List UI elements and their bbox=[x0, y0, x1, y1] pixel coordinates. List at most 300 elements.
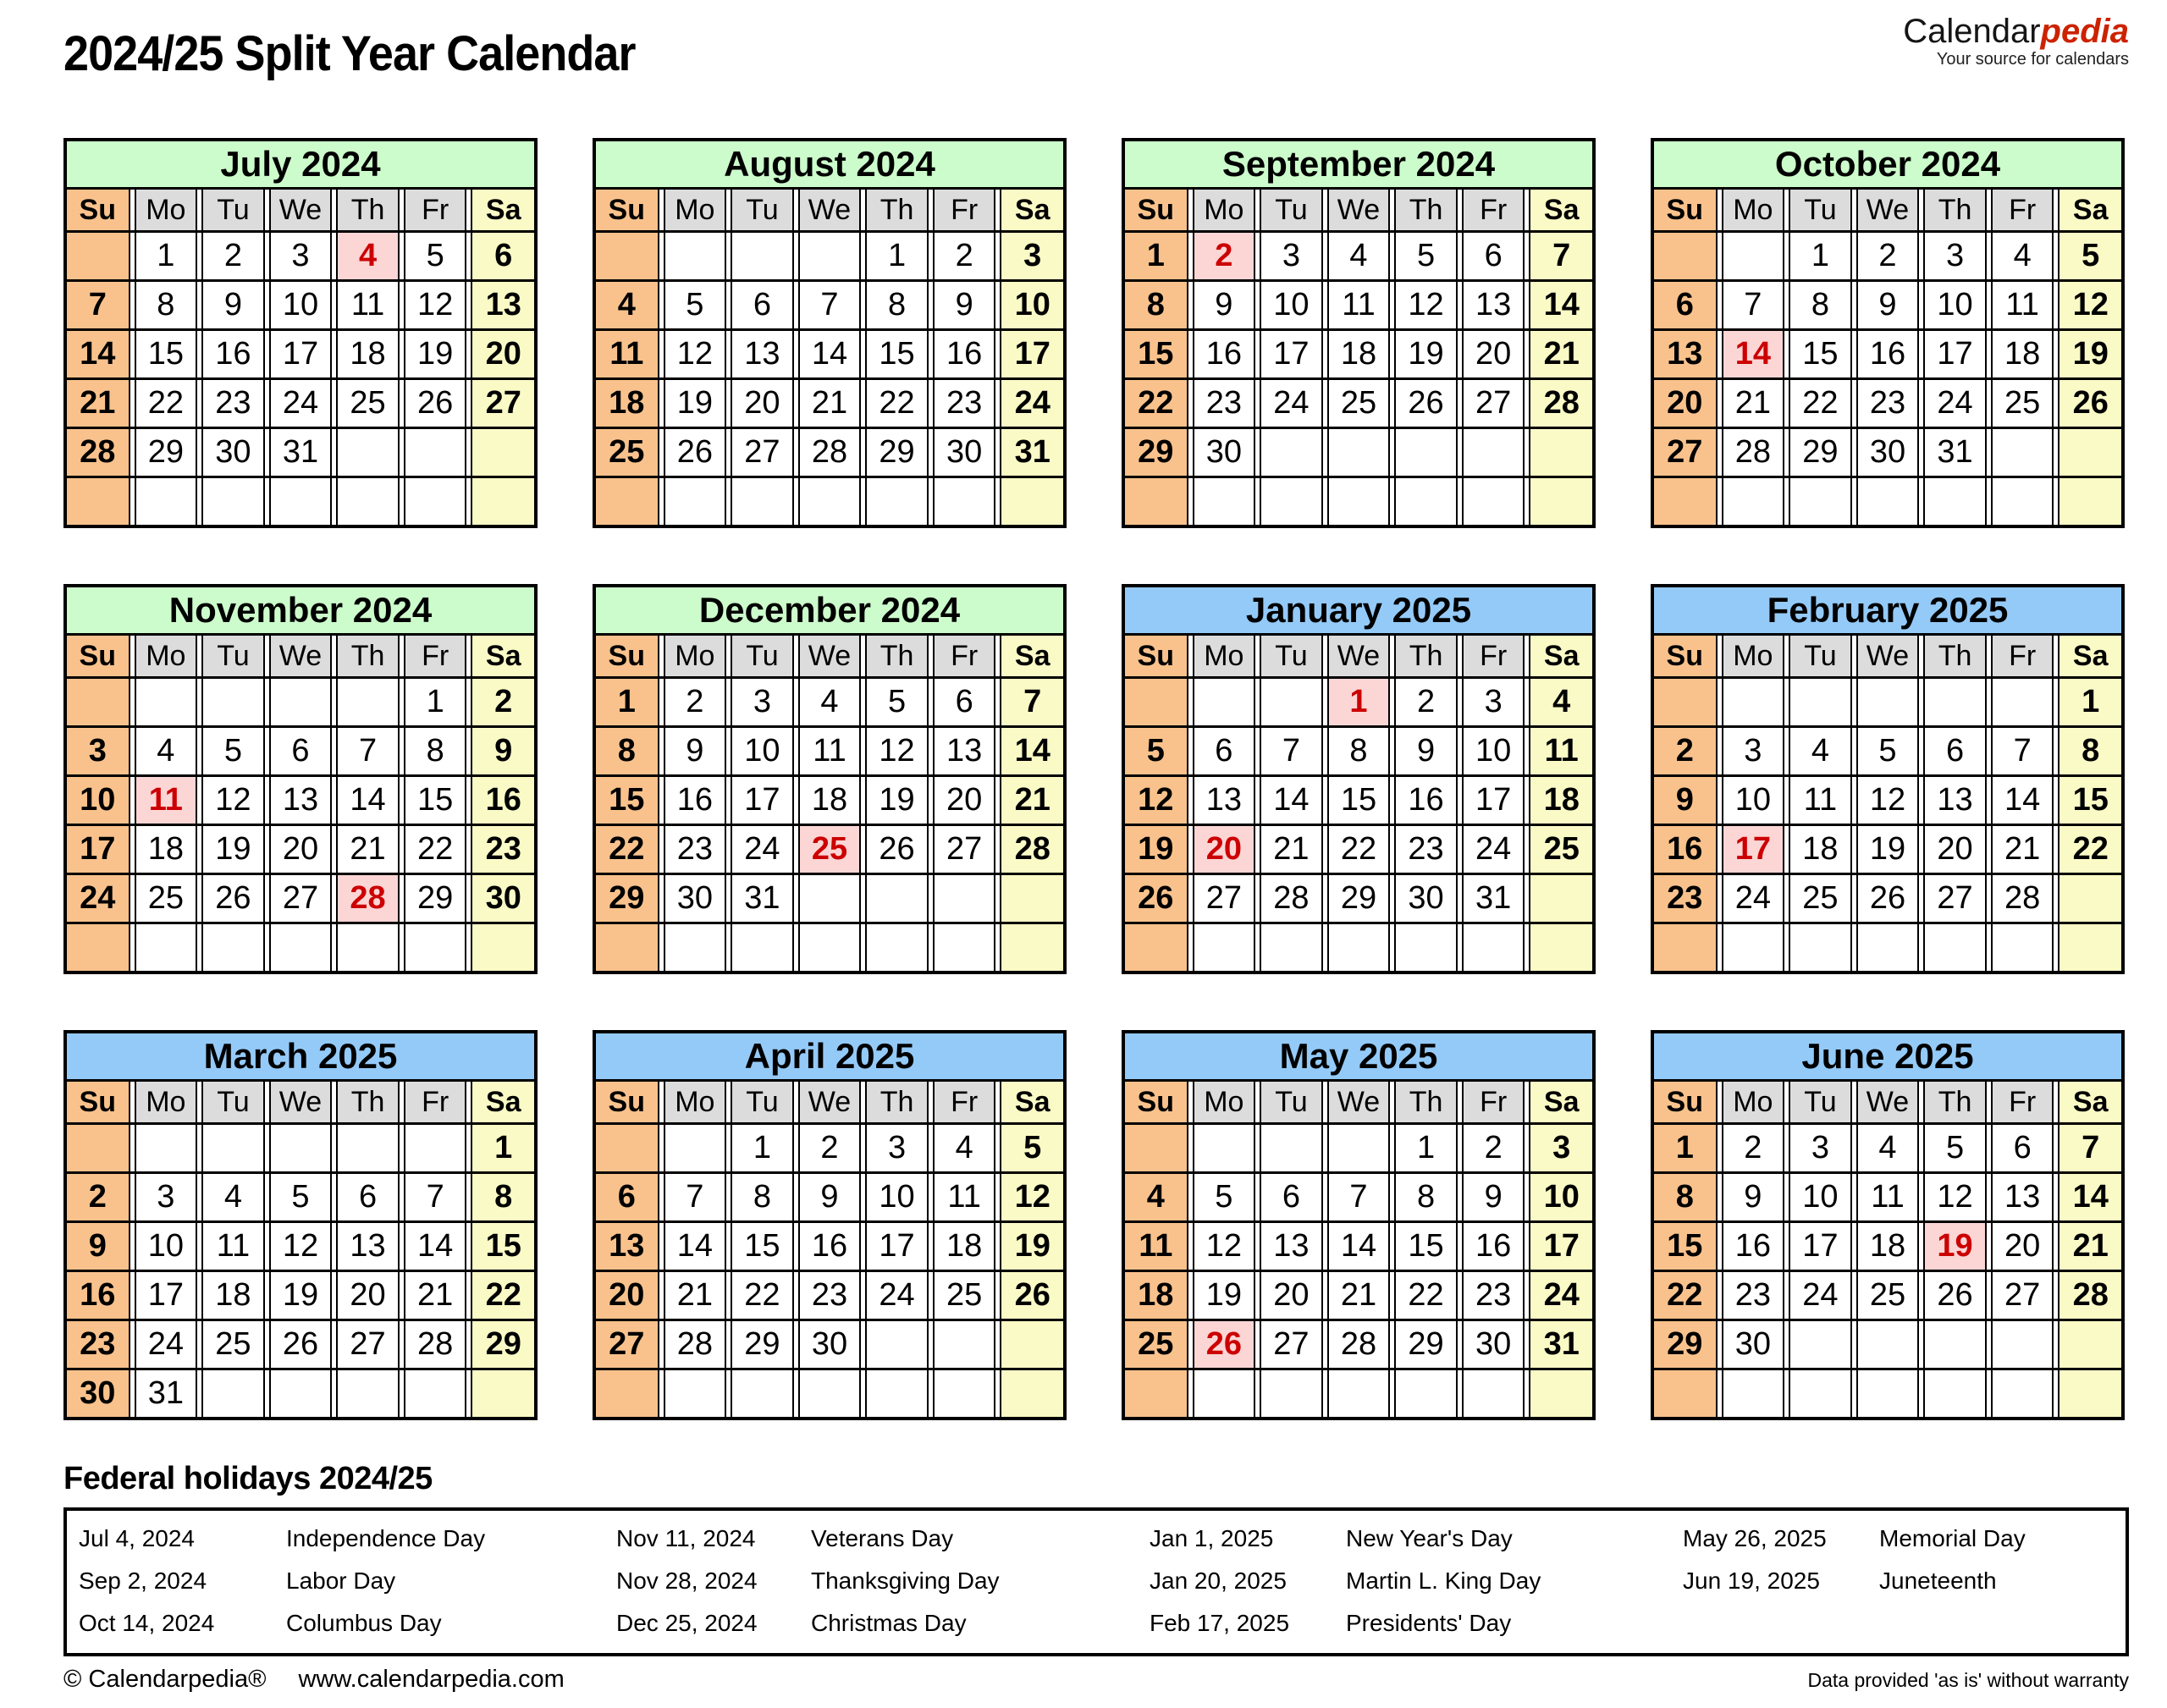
date-cell: 13 bbox=[269, 777, 333, 824]
date-cell: 27 bbox=[1991, 1272, 2054, 1319]
week-row bbox=[596, 826, 1063, 875]
day-header-cell: Sa bbox=[1000, 636, 1063, 676]
date-cell: 12 bbox=[201, 777, 265, 824]
day-header-cell: Sa bbox=[471, 190, 534, 230]
date-cell: 22 bbox=[2058, 826, 2121, 873]
day-header-cell: Tu bbox=[1789, 1082, 1852, 1122]
date-cell: 11 bbox=[933, 1174, 996, 1220]
date-cell: 2 bbox=[1722, 1125, 1785, 1171]
empty-cell bbox=[135, 478, 198, 525]
date-cell: 18 bbox=[135, 826, 198, 873]
day-header-cell: Fr bbox=[1991, 1082, 2054, 1122]
date-cell: 23 bbox=[471, 826, 534, 873]
date-cell: 21 bbox=[2058, 1223, 2121, 1270]
empty-cell bbox=[1260, 478, 1323, 525]
month-march-2025 bbox=[63, 1030, 538, 1420]
holiday-date: Oct 14, 2024 bbox=[79, 1610, 215, 1636]
empty-cell bbox=[201, 478, 265, 525]
date-cell: 16 bbox=[1394, 777, 1458, 824]
date-cell: 31 bbox=[731, 875, 794, 922]
date-cell: 16 bbox=[471, 777, 534, 824]
empty-cell bbox=[1856, 1321, 1920, 1368]
day-header-cell: Th bbox=[1394, 190, 1458, 230]
empty-cell bbox=[336, 429, 400, 476]
date-cell: 24 bbox=[1260, 380, 1323, 427]
date-cell: 1 bbox=[404, 679, 467, 725]
date-cell: 29 bbox=[596, 875, 659, 922]
date-cell: 4 bbox=[201, 1174, 265, 1220]
holiday-date: Feb 17, 2025 bbox=[1150, 1610, 1290, 1636]
date-cell: 6 bbox=[471, 233, 534, 279]
date-cell: 19 bbox=[664, 380, 727, 427]
date-cell: 27 bbox=[336, 1321, 400, 1368]
date-cell: 16 bbox=[1856, 331, 1920, 377]
date-cell: 14 bbox=[1327, 1223, 1391, 1270]
date-cell: 3 bbox=[1722, 728, 1785, 774]
empty-cell bbox=[2058, 1321, 2121, 1368]
week-row bbox=[1125, 728, 1592, 777]
empty-cell bbox=[1000, 924, 1063, 971]
day-header-cell: Sa bbox=[1529, 1082, 1592, 1122]
date-cell: 22 bbox=[596, 826, 659, 873]
date-cell: 16 bbox=[664, 777, 727, 824]
day-header-cell: We bbox=[1327, 636, 1391, 676]
week-row bbox=[596, 1370, 1063, 1417]
holiday-date-cell: 19 bbox=[1923, 1223, 1987, 1270]
empty-cell bbox=[1722, 679, 1785, 725]
date-cell: 29 bbox=[135, 429, 198, 476]
empty-cell bbox=[1394, 429, 1458, 476]
week-row bbox=[596, 875, 1063, 924]
month-may-2025 bbox=[1122, 1030, 1596, 1420]
empty-cell bbox=[1000, 875, 1063, 922]
week-row bbox=[596, 331, 1063, 380]
date-cell: 7 bbox=[1327, 1174, 1391, 1220]
date-cell: 30 bbox=[471, 875, 534, 922]
week-row bbox=[1654, 1370, 2121, 1417]
week-row bbox=[1654, 1125, 2121, 1174]
date-cell: 13 bbox=[933, 728, 996, 774]
week-row bbox=[596, 233, 1063, 282]
week-row bbox=[67, 429, 534, 478]
date-cell: 30 bbox=[933, 429, 996, 476]
empty-cell bbox=[664, 233, 727, 279]
date-cell: 18 bbox=[1327, 331, 1391, 377]
date-cell: 30 bbox=[201, 429, 265, 476]
date-cell: 16 bbox=[1722, 1223, 1785, 1270]
date-cell: 1 bbox=[2058, 679, 2121, 725]
week-row bbox=[596, 1321, 1063, 1370]
date-cell: 14 bbox=[336, 777, 400, 824]
empty-cell bbox=[201, 1370, 265, 1417]
day-header-row bbox=[1654, 636, 2121, 679]
month-august-2024 bbox=[593, 138, 1067, 528]
empty-cell bbox=[1856, 478, 1920, 525]
date-cell: 21 bbox=[336, 826, 400, 873]
empty-cell bbox=[1789, 679, 1852, 725]
date-cell: 5 bbox=[865, 679, 929, 725]
date-cell: 18 bbox=[1789, 826, 1852, 873]
date-cell: 29 bbox=[1125, 429, 1188, 476]
holiday-row bbox=[67, 1602, 2126, 1645]
date-cell: 1 bbox=[1125, 233, 1188, 279]
date-cell: 20 bbox=[1654, 380, 1718, 427]
date-cell: 10 bbox=[1000, 282, 1063, 328]
day-header-cell: Mo bbox=[1722, 190, 1785, 230]
week-row bbox=[596, 429, 1063, 478]
date-cell: 31 bbox=[1000, 429, 1063, 476]
day-header-row bbox=[1654, 190, 2121, 233]
date-cell: 21 bbox=[404, 1272, 467, 1319]
empty-cell bbox=[1856, 924, 1920, 971]
brand-part-pedia: pedia bbox=[2040, 13, 2129, 50]
empty-cell bbox=[865, 924, 929, 971]
day-header-cell: Th bbox=[1394, 1082, 1458, 1122]
date-cell: 22 bbox=[404, 826, 467, 873]
date-cell: 10 bbox=[269, 282, 333, 328]
date-cell: 20 bbox=[933, 777, 996, 824]
holiday-name: Juneteenth bbox=[1879, 1568, 1997, 1594]
empty-cell bbox=[201, 1125, 265, 1171]
date-cell: 30 bbox=[1856, 429, 1920, 476]
month-january-2025 bbox=[1122, 584, 1596, 974]
date-cell: 21 bbox=[1260, 826, 1323, 873]
empty-cell bbox=[798, 233, 862, 279]
date-cell: 8 bbox=[471, 1174, 534, 1220]
date-cell: 30 bbox=[1394, 875, 1458, 922]
day-header-cell: Sa bbox=[2058, 190, 2121, 230]
date-cell: 8 bbox=[135, 282, 198, 328]
date-cell: 29 bbox=[1327, 875, 1391, 922]
day-header-row bbox=[1125, 636, 1592, 679]
day-header-row bbox=[1125, 1082, 1592, 1125]
date-cell: 26 bbox=[1923, 1272, 1987, 1319]
month-september-2024 bbox=[1122, 138, 1596, 528]
day-header-cell: Sa bbox=[1000, 190, 1063, 230]
date-cell: 16 bbox=[798, 1223, 862, 1270]
day-header-cell: We bbox=[798, 1082, 862, 1122]
holiday-name: Presidents' Day bbox=[1346, 1610, 1512, 1636]
empty-cell bbox=[1923, 679, 1987, 725]
day-header-row bbox=[67, 1082, 534, 1125]
date-cell: 18 bbox=[1856, 1223, 1920, 1270]
date-cell: 13 bbox=[1193, 777, 1256, 824]
date-cell: 27 bbox=[1923, 875, 1987, 922]
empty-cell bbox=[1193, 1370, 1256, 1417]
date-cell: 1 bbox=[135, 233, 198, 279]
date-cell: 4 bbox=[1789, 728, 1852, 774]
date-cell: 10 bbox=[1260, 282, 1323, 328]
date-cell: 21 bbox=[67, 380, 130, 427]
holiday-date: Jul 4, 2024 bbox=[79, 1525, 195, 1551]
date-cell: 28 bbox=[798, 429, 862, 476]
empty-cell bbox=[1193, 1125, 1256, 1171]
date-cell: 20 bbox=[1260, 1272, 1323, 1319]
date-cell: 4 bbox=[1125, 1174, 1188, 1220]
federal-holidays-section bbox=[63, 1461, 2129, 1656]
holiday-name: Veterans Day bbox=[811, 1525, 954, 1551]
date-cell: 9 bbox=[1462, 1174, 1525, 1220]
date-cell: 11 bbox=[1125, 1223, 1188, 1270]
date-cell: 24 bbox=[731, 826, 794, 873]
holiday-name: Independence Day bbox=[286, 1525, 486, 1551]
date-cell: 5 bbox=[269, 1174, 333, 1220]
week-row bbox=[1654, 728, 2121, 777]
empty-cell bbox=[1722, 1370, 1785, 1417]
date-cell: 6 bbox=[1260, 1174, 1323, 1220]
day-header-cell: We bbox=[1327, 190, 1391, 230]
date-cell: 3 bbox=[1923, 233, 1987, 279]
holiday-date: Jun 19, 2025 bbox=[1683, 1568, 1820, 1594]
date-cell: 23 bbox=[1856, 380, 1920, 427]
day-header-cell: Su bbox=[596, 190, 659, 230]
week-row bbox=[1125, 331, 1592, 380]
date-cell: 23 bbox=[664, 826, 727, 873]
week-row bbox=[596, 1174, 1063, 1223]
empty-cell bbox=[1789, 478, 1852, 525]
date-cell: 21 bbox=[664, 1272, 727, 1319]
date-cell: 21 bbox=[1000, 777, 1063, 824]
day-header-cell: Mo bbox=[1193, 1082, 1256, 1122]
date-cell: 24 bbox=[135, 1321, 198, 1368]
day-header-cell: Mo bbox=[135, 190, 198, 230]
date-cell: 7 bbox=[67, 282, 130, 328]
empty-cell bbox=[798, 1370, 862, 1417]
date-cell: 1 bbox=[1789, 233, 1852, 279]
holiday-date: Sep 2, 2024 bbox=[79, 1568, 207, 1594]
date-cell: 14 bbox=[1000, 728, 1063, 774]
week-row bbox=[1125, 1125, 1592, 1174]
date-cell: 13 bbox=[1462, 282, 1525, 328]
holiday-name: Memorial Day bbox=[1879, 1525, 2026, 1551]
month-title: September 2024 bbox=[1125, 141, 1592, 190]
day-header-cell: We bbox=[1856, 1082, 1920, 1122]
week-row bbox=[596, 924, 1063, 971]
date-cell: 3 bbox=[1000, 233, 1063, 279]
date-cell: 30 bbox=[664, 875, 727, 922]
empty-cell bbox=[1000, 1370, 1063, 1417]
date-cell: 24 bbox=[269, 380, 333, 427]
day-header-cell: We bbox=[798, 190, 862, 230]
day-header-cell: Su bbox=[596, 1082, 659, 1122]
date-cell: 3 bbox=[1529, 1125, 1592, 1171]
date-cell: 17 bbox=[135, 1272, 198, 1319]
date-cell: 14 bbox=[67, 331, 130, 377]
week-row bbox=[1125, 1223, 1592, 1272]
holiday-date: Dec 25, 2024 bbox=[616, 1610, 758, 1636]
date-cell: 4 bbox=[1529, 679, 1592, 725]
week-row bbox=[596, 728, 1063, 777]
day-header-cell: Su bbox=[596, 636, 659, 676]
empty-cell bbox=[1789, 924, 1852, 971]
date-cell: 25 bbox=[933, 1272, 996, 1319]
date-cell: 4 bbox=[1991, 233, 2054, 279]
date-cell: 14 bbox=[1529, 282, 1592, 328]
empty-cell bbox=[933, 1321, 996, 1368]
empty-cell bbox=[1193, 924, 1256, 971]
date-cell: 13 bbox=[1991, 1174, 2054, 1220]
date-cell: 16 bbox=[933, 331, 996, 377]
day-header-cell: We bbox=[269, 636, 333, 676]
empty-cell bbox=[269, 478, 333, 525]
date-cell: 20 bbox=[1462, 331, 1525, 377]
empty-cell bbox=[1991, 679, 2054, 725]
empty-cell bbox=[1529, 1370, 1592, 1417]
date-cell: 5 bbox=[1923, 1125, 1987, 1171]
day-header-cell: Sa bbox=[2058, 1082, 2121, 1122]
day-header-cell: Th bbox=[336, 1082, 400, 1122]
week-row bbox=[67, 826, 534, 875]
date-cell: 1 bbox=[1654, 1125, 1718, 1171]
day-header-cell: We bbox=[798, 636, 862, 676]
empty-cell bbox=[67, 924, 130, 971]
day-header-cell: Th bbox=[865, 636, 929, 676]
date-cell: 18 bbox=[933, 1223, 996, 1270]
date-cell: 5 bbox=[664, 282, 727, 328]
holiday-date: Jan 20, 2025 bbox=[1150, 1568, 1287, 1594]
week-row bbox=[1125, 233, 1592, 282]
week-row bbox=[1654, 331, 2121, 380]
holiday-date: May 26, 2025 bbox=[1683, 1525, 1827, 1551]
week-row bbox=[1654, 679, 2121, 728]
day-header-cell: We bbox=[1856, 190, 1920, 230]
date-cell: 8 bbox=[731, 1174, 794, 1220]
date-cell: 14 bbox=[798, 331, 862, 377]
date-cell: 30 bbox=[798, 1321, 862, 1368]
date-cell: 5 bbox=[1193, 1174, 1256, 1220]
week-row bbox=[67, 924, 534, 971]
day-header-cell: We bbox=[1327, 1082, 1391, 1122]
date-cell: 19 bbox=[1125, 826, 1188, 873]
holiday-date-cell: 4 bbox=[336, 233, 400, 279]
week-row bbox=[1654, 478, 2121, 525]
month-title: March 2025 bbox=[67, 1033, 534, 1082]
empty-cell bbox=[798, 924, 862, 971]
empty-cell bbox=[865, 875, 929, 922]
date-cell: 18 bbox=[798, 777, 862, 824]
date-cell: 12 bbox=[865, 728, 929, 774]
empty-cell bbox=[1923, 478, 1987, 525]
date-cell: 1 bbox=[471, 1125, 534, 1171]
week-row bbox=[1654, 1174, 2121, 1223]
date-cell: 3 bbox=[1462, 679, 1525, 725]
footer-left bbox=[63, 1666, 565, 1694]
holiday-name: Christmas Day bbox=[811, 1610, 967, 1636]
date-cell: 19 bbox=[1394, 331, 1458, 377]
date-cell: 7 bbox=[1000, 679, 1063, 725]
empty-cell bbox=[731, 924, 794, 971]
date-cell: 15 bbox=[1327, 777, 1391, 824]
date-cell: 9 bbox=[471, 728, 534, 774]
date-cell: 9 bbox=[1394, 728, 1458, 774]
empty-cell bbox=[1923, 924, 1987, 971]
empty-cell bbox=[2058, 478, 2121, 525]
month-february-2025 bbox=[1651, 584, 2125, 974]
empty-cell bbox=[471, 429, 534, 476]
day-header-cell: Su bbox=[1654, 1082, 1718, 1122]
day-header-cell: Fr bbox=[1462, 190, 1525, 230]
date-cell: 31 bbox=[135, 1370, 198, 1417]
day-header-cell: Su bbox=[1125, 1082, 1188, 1122]
week-row bbox=[1125, 282, 1592, 331]
empty-cell bbox=[1856, 679, 1920, 725]
date-cell: 26 bbox=[1856, 875, 1920, 922]
month-title: May 2025 bbox=[1125, 1033, 1592, 1082]
date-cell: 14 bbox=[1260, 777, 1323, 824]
date-cell: 29 bbox=[865, 429, 929, 476]
date-cell: 12 bbox=[269, 1223, 333, 1270]
empty-cell bbox=[596, 478, 659, 525]
brand-part-calendar: Calendar bbox=[1903, 13, 2041, 50]
date-cell: 5 bbox=[1394, 233, 1458, 279]
empty-cell bbox=[1654, 1370, 1718, 1417]
empty-cell bbox=[471, 1370, 534, 1417]
date-cell: 21 bbox=[1991, 826, 2054, 873]
date-cell: 20 bbox=[596, 1272, 659, 1319]
empty-cell bbox=[1000, 1321, 1063, 1368]
day-header-cell: Su bbox=[1654, 636, 1718, 676]
date-cell: 4 bbox=[1327, 233, 1391, 279]
date-cell: 12 bbox=[2058, 282, 2121, 328]
week-row bbox=[1125, 826, 1592, 875]
date-cell: 9 bbox=[1654, 777, 1718, 824]
day-header-cell: Tu bbox=[1260, 1082, 1323, 1122]
holiday-date: Jan 1, 2025 bbox=[1150, 1525, 1274, 1551]
date-cell: 28 bbox=[67, 429, 130, 476]
date-cell: 25 bbox=[201, 1321, 265, 1368]
date-cell: 17 bbox=[865, 1223, 929, 1270]
date-cell: 11 bbox=[1327, 282, 1391, 328]
empty-cell bbox=[135, 924, 198, 971]
date-cell: 18 bbox=[596, 380, 659, 427]
week-row bbox=[1654, 1272, 2121, 1321]
date-cell: 26 bbox=[404, 380, 467, 427]
date-cell: 20 bbox=[336, 1272, 400, 1319]
empty-cell bbox=[1260, 1125, 1323, 1171]
date-cell: 21 bbox=[1529, 331, 1592, 377]
date-cell: 25 bbox=[1125, 1321, 1188, 1368]
date-cell: 6 bbox=[269, 728, 333, 774]
date-cell: 12 bbox=[404, 282, 467, 328]
date-cell: 25 bbox=[1856, 1272, 1920, 1319]
date-cell: 2 bbox=[1462, 1125, 1525, 1171]
empty-cell bbox=[1529, 429, 1592, 476]
day-header-row bbox=[596, 190, 1063, 233]
date-cell: 28 bbox=[1529, 380, 1592, 427]
date-cell: 23 bbox=[933, 380, 996, 427]
month-title: June 2025 bbox=[1654, 1033, 2121, 1082]
empty-cell bbox=[201, 924, 265, 971]
empty-cell bbox=[1462, 478, 1525, 525]
day-header-cell: Sa bbox=[2058, 636, 2121, 676]
day-header-cell: Tu bbox=[201, 636, 265, 676]
week-row bbox=[596, 282, 1063, 331]
empty-cell bbox=[1193, 478, 1256, 525]
date-cell: 12 bbox=[1394, 282, 1458, 328]
empty-cell bbox=[1529, 478, 1592, 525]
day-header-cell: Tu bbox=[731, 636, 794, 676]
date-cell: 10 bbox=[1789, 1174, 1852, 1220]
website-link[interactable]: www.calendarpedia.com bbox=[298, 1666, 565, 1693]
empty-cell bbox=[596, 1125, 659, 1171]
day-header-cell: Mo bbox=[135, 636, 198, 676]
date-cell: 26 bbox=[664, 429, 727, 476]
day-header-cell: Su bbox=[1125, 190, 1188, 230]
date-cell: 20 bbox=[1991, 1223, 2054, 1270]
week-row bbox=[67, 1223, 534, 1272]
date-cell: 29 bbox=[731, 1321, 794, 1368]
date-cell: 15 bbox=[1654, 1223, 1718, 1270]
